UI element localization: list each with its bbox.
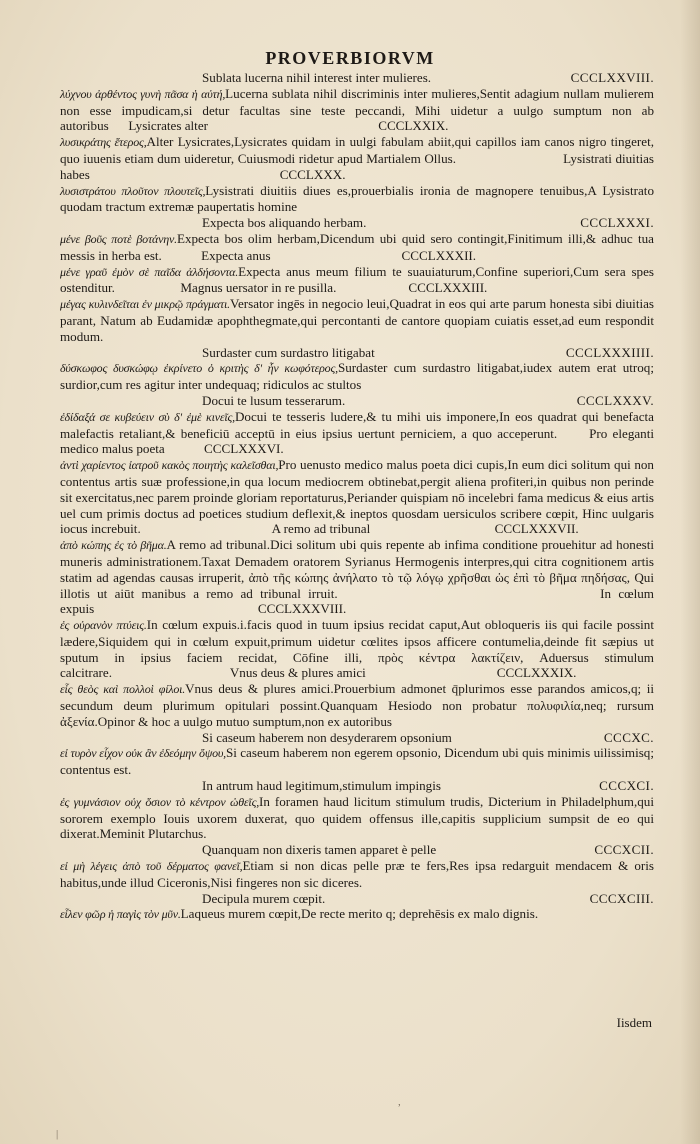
greek-phrase: εἰ τυρὸν εἶχον οὐκ ἂν ἐδεόμην ὄψου, [60,746,226,761]
greek-phrase: ἐς γυμνάσιον οὐχ ὅσιον τὸ κέντρον ὠθεῖς, [60,794,260,809]
adage-text: Alter Lysicrates,Lysicrates quidam in uulgi fabulam abiit,qui capillos iam canos nigro tingeret, quo iuuenis etiam dum uideretur, Cuiusmodi ridetur apud Martialem Ollus. [60,134,654,166]
adage-text: Expecta anus meum filium te suauiaturum,Confine superiori,Cum sera spes ostenditur. [60,263,654,296]
greek-phrase: ἐς οὐρανὸν πτύεις. [60,618,147,633]
margin-mark: , [398,1096,401,1108]
adage-entry [60,891,654,924]
adage-text: Laqueus murem cœpit,De recte merito q; deprehēsis ex malo dignis. [180,906,539,922]
adage-title: Expecta anus [201,247,271,263]
adage-text: Etiam si non dicas pelle præ te fers,Res ipsa redarguit mendacem & oris habitus,unde illud Ciceronis,Nisi fingeres non sic diceres. [60,858,655,890]
adage-number: CCCXCI. [599,778,654,794]
adage-number: CCCLXXXIII. [408,280,488,296]
adage-entry [60,183,654,216]
adage-body [60,794,654,842]
adage-heading [60,393,654,409]
adage-body [60,681,654,729]
adage-body [60,745,654,778]
adage-number: CCCLXXIX. [378,118,449,134]
adage-entry [60,842,654,890]
greek-phrase: λύχνου ἀρθέντος γυνὴ πᾶσα ἡ αὐτή, [60,86,226,101]
adage-number: CCCXCIII. [589,890,654,906]
adage-text: Expecta bos olim herbam,Dicendum ubi quid sero contingit,Finitimum illi,& adhuc tua messis in herba est. [60,230,654,263]
adage-entry [60,537,654,617]
adage-body [60,537,654,617]
adage-text: Lucerna sublata nihil discriminis inter mulieres,Sentit adagium nullam mulierem non esse impudicam,si detur facultas sine teste peccandi, Mihi uidetur a uulgo sumptum non ab autoribus [60,85,654,134]
greek-phrase: ἐδίδαξά σε κυβεύειν σὺ δ' ἐμὲ κινεῖς, [60,409,235,424]
adage-body [60,457,654,537]
adage-body [60,264,654,297]
greek-phrase: εἷς θεὸς καὶ πολλοὶ φίλοι. [60,682,186,697]
adage-number: CCCLXXXV. [576,392,654,408]
greek-phrase: μένε γραῦ ἐμὸν σὲ παῖδα ἀλδήσοντα. [60,264,239,279]
running-head: PROVERBIORVM [265,48,435,68]
adage-number: CCCLXXVIII. [570,70,654,85]
adage-body [60,360,654,393]
adage-entry [60,296,654,344]
adage-heading [60,70,654,86]
adage-number: CCCLXXXIX. [496,665,577,681]
adage-text: In cœlum expuis.i.facis quod in tuum ipsius recidat caput,Aut obloqueris iis qui facile possint lædere,Siquidem qui in cœlum expuit,primum uidetur cœlites ipsos afficere contumelia,deinde fit sæpius ut sputum in ipsius faciem recidat, Cōfine illi, πρὸς κέντρα λακτίζειν, Aduersus stimulum calcitrare. [60,617,654,681]
adage-text: Vnus deus & plures amici.Prouerbium admonet q̄plurimos esse parandos amicos,q; ii secundum deum plurimum opitulari possint.Quanquam Hesiodo non probatur πολυφιλία,neq; rursum ἀξενία.Opinor & hoc a uulgo mutuo sumptum,non ex autoribus [60,681,654,729]
margin-mark: | [56,1128,59,1140]
adage-number: CCCLXXXI. [580,215,654,231]
adage-heading [60,730,654,746]
adage-entry [60,393,654,457]
adage-title: Expecta bos aliquando herbam. [202,215,367,231]
greek-phrase: μένε βοῦς ποτὲ βοτάνην. [60,231,177,246]
adage-body [60,86,654,134]
adage-title: Vnus deus & plures amici [229,665,366,681]
text-block [60,70,654,923]
adage-title: Magnus uersator in re pusilla. [180,280,337,296]
adage-title: Surdaster cum surdastro litigabat [202,344,375,360]
adage-title: Sublata lucerna nihil interest inter mulieres. [202,70,432,85]
adage-text: A remo ad tribunal.Dici solitum ubi quis repente ab infima conditione prouehitur ad honesti muneris administrationem.Taxat Demadem oratorem Syrianus Hermogenis interpres,qui citra cognitionem artis statim ad agendas causas irruperit, ἀπὸ τῆς κώπης ἀνήλατο τὸ τῷ λόγῳ χρῆσθαι ὡς ἐπὶ τὸ βῆμα πηδήσας, Qui illotis ut aiūt manibus a remo ad tribunal irruit. [60,537,654,601]
adage-title: Quanquam non dixeris tamen apparet è pelle [202,842,437,858]
adage-entry [60,345,654,393]
adage-entry [60,681,654,729]
adage-title: In cœlum expuis [60,585,654,617]
adage-title: In antrum haud legitimum,stimulum impingis [202,778,441,794]
adage-title: Si caseum haberem non desyderarem opsonium [202,729,452,745]
adage-body [60,617,654,681]
greek-phrase: εἷλεν φῶρ ἡ παγὶς τὸν μῦν. [60,907,181,922]
greek-phrase: δύσκωφος δυσκώφῳ ἐκρίνετο ὁ κριτὴς δ' ἦν κωφότερος, [60,361,338,376]
adage-text: Surdaster cum surdastro litigabat,iudex autem erat utroq; surdior,cum res agitur inter undequaq; ridiculos ac stultos [60,360,654,393]
adage-text: Lysistrati diuitiis diues es,prouerbialis ironia de magnopere tenuibus,A Lysistrato quodam tractum extremæ paupertatis homine [60,182,654,215]
adage-number: CCCLXXXVIII. [257,601,347,617]
adage-text: Docui te tesseris ludere,& tu mihi uis imponere,In eos quadrat qui benefacta malefactis retaliant,& beneficiū acceptū in eius ipsius uertunt perniciem, a quo acceperunt. [60,408,654,441]
adage-entry [60,730,654,778]
adage-entry [60,134,654,182]
greek-phrase: μέγας κυλινδεῖται ἐν μικρῷ πράγματι. [60,297,230,312]
adage-body [60,906,654,923]
greek-phrase: ἀπὸ κώπης ἐς τὸ βῆμα. [60,538,167,553]
adage-number: CCCLXXXIIII. [565,344,654,360]
adage-number: CCCXCII. [594,842,654,858]
adage-entry [60,457,654,537]
adage-text: Versator ingēs in negocio leui,Quadrat in eos qui arte parum honesta sibi diuitias parant, Natum ab Eudamidæ apophthegmate,qui percontanti de cantore quopiam cuiatis esset,ad eum respondit modum. [60,296,655,344]
adage-body [60,134,654,182]
adage-heading [60,778,654,794]
greek-phrase: ἀντὶ χαρίεντος ἰατροῦ κακὸς ποιητὴς καλεῖσθαι, [60,458,279,473]
adage-title: A remo ad tribunal [271,521,371,537]
adage-body [60,296,654,344]
adage-body [60,858,654,891]
catchword: Iisdem [616,1015,652,1030]
page-edge-shadow [680,0,700,1144]
adage-heading [60,345,654,361]
adage-number: CCCLXXXVII. [494,521,579,537]
adage-title: Lysicrates alter [128,118,208,134]
adage-entry [60,70,654,134]
greek-phrase: λυσικράτης ἕτερος, [60,135,147,150]
greek-phrase: εἰ μὴ λέγεις ἀπὸ τοῦ δέρματος φανεῖ, [60,859,243,874]
adage-title: Lysistrati diuitias habes [60,150,655,182]
adage-heading [60,215,654,231]
adage-title: Decipula murem cœpit. [202,890,326,906]
adage-entry [60,778,654,842]
adage-heading [60,842,654,858]
adage-body [60,183,654,216]
adage-text: Si caseum haberem non egerem opsonio, Dicendum ubi quis minimis uilissimisq; contentus est. [60,745,654,778]
greek-phrase: λυσιστράτου πλοῦτον πλουτεῖς, [60,183,206,198]
adage-number: CCCXC. [603,729,654,745]
adage-entry [60,215,654,263]
adage-text: In foramen haud licitum stimulum trudis, Dicterium in Philadelphum,qui sororem exemplo Iouis uxorem duxerat, quo quidem offensus ille,capitis supplicium sumpsit de eo qui dixerat.Meminit Plutarchus. [60,793,654,842]
adage-entry [60,617,654,681]
adage-text: Pro uenusto medico malus poeta dici cupis,In eum dici solitum qui non contentus artis suæ professione,in qua locum mediocrem obtinebat,pergit aliena profiteri,in quibus non perinde sit exercitatus,nec parem proinde gloriam reportaturus,Periander quispiam nō incelebri fama medicus & eius artis uel cum primis doctus ad poetices studium deflexit,& ineptos quosdam uersiculos scribere cœpit, Hinc uulgaris iocus increbuit. [60,457,654,537]
adage-body [60,409,654,457]
adage-entry [60,264,654,297]
adage-heading [60,891,654,907]
adage-number: CCCLXXXVI. [204,441,284,457]
adage-number: CCCLXXXII. [401,247,477,263]
adage-body [60,231,654,264]
adage-title: Docui te lusum tesserarum. [202,392,346,408]
adage-number: CCCLXXX. [279,166,346,182]
adage-title: Pro eleganti medico malus poeta [60,425,655,457]
